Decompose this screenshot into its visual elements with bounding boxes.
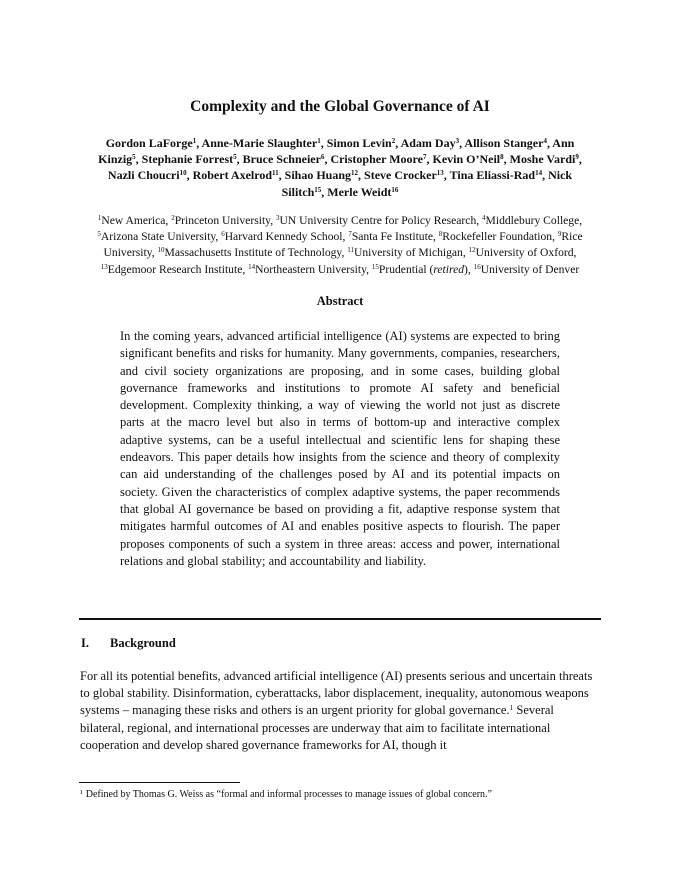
author-affiliation-mark: 6 — [320, 153, 325, 162]
affiliation-mark: 2 — [171, 214, 175, 222]
author-name: Simon Levin — [326, 136, 392, 150]
affiliation — [276, 214, 482, 227]
author-separator: , — [578, 152, 582, 167]
author-name: Nick Silitch — [281, 168, 573, 199]
affiliation-separator: , — [341, 246, 348, 260]
affiliation-separator: , — [215, 230, 222, 244]
affiliation-list — [80, 213, 600, 278]
author-name: Sihao Huang — [284, 168, 352, 183]
affiliation-mark: 6 — [221, 230, 225, 239]
affiliation-name: Middlebury College — [485, 214, 580, 227]
affiliation — [469, 246, 577, 259]
author — [243, 152, 331, 166]
author-separator: , — [278, 168, 285, 183]
affiliation-separator: , — [270, 214, 277, 227]
author — [364, 168, 450, 182]
affiliation — [221, 230, 348, 243]
affiliation — [248, 263, 372, 276]
author-name: Tina Eliassi-Rad — [449, 168, 536, 183]
author-name: Stephanie Forrest — [141, 152, 234, 167]
affiliation-mark: 15 — [371, 262, 379, 271]
affiliation-note-wrap: (retired) — [426, 262, 468, 276]
affiliation — [101, 263, 248, 276]
author — [285, 168, 364, 182]
author-separator: , — [395, 136, 401, 150]
affiliation-mark: 3 — [276, 214, 280, 222]
author-affiliation-mark: 10 — [179, 169, 187, 178]
author-separator: , — [324, 152, 331, 167]
author-affiliation-mark: 1 — [317, 137, 321, 145]
affiliation-mark: 9 — [557, 230, 562, 239]
author-affiliation-mark: 15 — [314, 185, 322, 194]
author-name: Nazli Choucri — [107, 168, 180, 183]
author — [450, 168, 548, 182]
author-name: Merle Weidt — [327, 184, 392, 199]
author-name: Robert Axelrod — [192, 168, 273, 183]
author-separator: , — [358, 168, 365, 183]
author-affiliation-mark: 9 — [575, 153, 579, 162]
author — [327, 185, 398, 199]
affiliation-name: University of Denver — [480, 262, 580, 276]
affiliation — [158, 246, 348, 259]
affiliation — [348, 230, 438, 243]
affiliation-name: Northeastern University — [255, 262, 367, 276]
affiliation-mark: 8 — [438, 230, 443, 239]
author-name: Adam Day — [400, 136, 456, 150]
author-separator: , — [135, 152, 142, 167]
affiliation-name: Massachusetts Institute of Technology — [164, 246, 342, 260]
affiliation-name: New America — [101, 214, 166, 227]
affiliation-name: Princeton University — [174, 214, 271, 227]
affiliation-name: Prudential — [378, 262, 427, 276]
author — [106, 136, 202, 150]
author-separator: , — [546, 136, 553, 150]
author-affiliation-mark: 1 — [192, 137, 197, 145]
author-separator: , — [196, 136, 202, 150]
abstract-heading: Abstract — [316, 294, 364, 308]
affiliation — [171, 214, 276, 227]
paper-title: Complexity and the Global Governance of AI — [190, 98, 490, 115]
affiliation — [372, 263, 474, 276]
author — [432, 152, 509, 166]
affiliation-separator: , — [366, 262, 372, 276]
author-separator: , — [426, 152, 433, 167]
author-affiliation-mark: 4 — [543, 137, 547, 145]
affiliation-separator: , — [579, 214, 583, 227]
affiliation-separator: , — [151, 246, 158, 260]
affiliation-separator: , — [476, 214, 483, 227]
section-body — [80, 668, 600, 754]
affiliation-name: University of Oxford — [475, 246, 574, 260]
author-separator: , — [459, 136, 465, 150]
author — [327, 136, 401, 150]
footnote-text: Defined by Thomas G. Weiss as “formal and informal processes to manage issues of global concern.” — [83, 789, 492, 800]
affiliation-mark: 13 — [100, 262, 108, 271]
author-affiliation-mark: 5 — [132, 153, 136, 162]
footnote-mark: 1 — [80, 789, 84, 796]
author — [510, 152, 582, 166]
affiliation-separator: , — [467, 262, 474, 276]
affiliation-separator: , — [552, 230, 558, 244]
affiliation — [482, 214, 582, 227]
author-affiliation-mark: 13 — [436, 169, 444, 178]
author-affiliation-mark: 16 — [391, 185, 399, 194]
author-separator: , — [236, 152, 243, 167]
author-affiliation-mark: 7 — [422, 153, 427, 162]
affiliation-name: Rockefeller Foundation — [442, 230, 553, 244]
section-divider — [79, 618, 601, 620]
affiliation-mark: 1 — [97, 214, 102, 222]
affiliation-mark: 11 — [347, 246, 355, 255]
author-name: Anne-Marie Slaughter — [201, 136, 318, 150]
author-affiliation-mark: 2 — [391, 137, 396, 145]
author — [142, 152, 243, 166]
author-list — [90, 135, 590, 200]
affiliation-separator: , — [573, 246, 577, 260]
footnote — [80, 788, 600, 801]
affiliation-name: Rice University — [103, 230, 583, 260]
affiliation — [474, 263, 580, 276]
section-heading — [81, 636, 381, 651]
affiliation — [97, 230, 221, 243]
author-separator: , — [186, 168, 193, 183]
author-affiliation-mark: 5 — [233, 153, 237, 162]
affiliation-note: retired — [433, 262, 465, 276]
author — [193, 168, 285, 182]
author-affiliation-mark: 3 — [455, 137, 460, 145]
author-separator: , — [503, 152, 510, 167]
author-separator: , — [320, 136, 327, 150]
affiliation-separator: , — [165, 214, 172, 227]
affiliation-mark: 5 — [97, 230, 101, 239]
footnote-reference: 1 — [509, 703, 514, 713]
affiliation-mark: 12 — [468, 246, 476, 255]
author-name: Allison Stanger — [464, 136, 544, 150]
affiliation-separator: , — [242, 262, 249, 276]
author — [202, 136, 327, 150]
author-separator: , — [443, 168, 450, 183]
affiliation — [439, 230, 558, 243]
affiliation-name: Arizona State University — [100, 230, 216, 244]
author-affiliation-mark: 12 — [351, 169, 359, 178]
section-number: I. — [81, 636, 89, 650]
affiliation-mark: 7 — [348, 230, 352, 239]
affiliation-mark: 10 — [157, 246, 165, 255]
affiliation — [347, 246, 468, 259]
affiliation — [98, 214, 171, 227]
section-title: Background — [110, 636, 176, 650]
author-name: Cristopher Moore — [330, 152, 423, 167]
footnote-divider — [79, 782, 240, 783]
affiliation-mark: 4 — [482, 214, 486, 222]
author-name: Kevin O’Neil — [432, 152, 501, 167]
affiliation-separator: , — [342, 230, 349, 244]
abstract-text: In the coming years, advanced artificial intelligence (AI) systems are expected to bring significant benefits and risks for humanity. Many governments, companies, researchers, and civil society organizations are proposing, and in some cases, building global governance frameworks and institutions to promote AI safety and beneficial development. Complexity thinking, a way of viewing the world not just as discrete parts at the macro level but also in terms of bottom-up and interactive complex adaptive systems, can be a useful intellectual and scientific lens for shaping these endeavors. This paper details how insights from the science and theory of complexity can aid understanding of the challenges posed by AI and its potential impacts on society. Given the characteristics of complex adaptive systems, the paper recommends that global AI governance be based on providing a fit, adaptive response system that mitigates harmful outcomes of AI and enables positive aspects to flourish. The paper proposes components of such a system in three areas: access and power, international relations and global stability; and accountability and liability. — [120, 329, 560, 568]
author-name: Bruce Schneier — [242, 152, 321, 167]
affiliation-name: UN University Centre for Policy Research — [279, 214, 477, 227]
author-affiliation-mark: 14 — [535, 169, 543, 178]
affiliation-name: University of Michigan — [354, 246, 463, 260]
author-separator: , — [542, 168, 549, 183]
author-name: Ann Kinzig — [98, 136, 575, 167]
author-name: Steve Crocker — [364, 168, 437, 183]
author — [401, 136, 465, 150]
body-text-part-1: For all its potential benefits, advanced artificial intelligence (AI) presents serious and uncertain threats to global stability. Disinformation, cyberattacks, labor displacement, inequality, autonomous weapons systems – managing these risks and others is an urgent priority for global governance. — [80, 669, 593, 718]
affiliation-separator: , — [432, 230, 439, 244]
affiliation-mark: 16 — [473, 262, 481, 271]
author-name: Moshe Vardi — [509, 152, 576, 167]
affiliation-name: Harvard Kennedy School — [224, 230, 343, 244]
body-text-part-2: Several bilateral, regional, and international processes are underway that aim to facilitate international cooperation and develop shared governance frameworks for AI, though it — [80, 703, 554, 752]
author — [108, 168, 193, 182]
author-name: Gordon LaForge — [105, 136, 193, 150]
affiliation-name: Edgemoor Research Institute — [107, 262, 243, 276]
author — [330, 152, 432, 166]
affiliation-name: Santa Fe Institute — [351, 230, 433, 244]
author-separator: , — [321, 184, 328, 199]
author-affiliation-mark: 8 — [500, 153, 504, 162]
affiliation-separator: , — [462, 246, 469, 260]
author — [464, 136, 552, 150]
author-affiliation-mark: 11 — [272, 169, 279, 178]
affiliation-mark: 14 — [248, 262, 256, 271]
